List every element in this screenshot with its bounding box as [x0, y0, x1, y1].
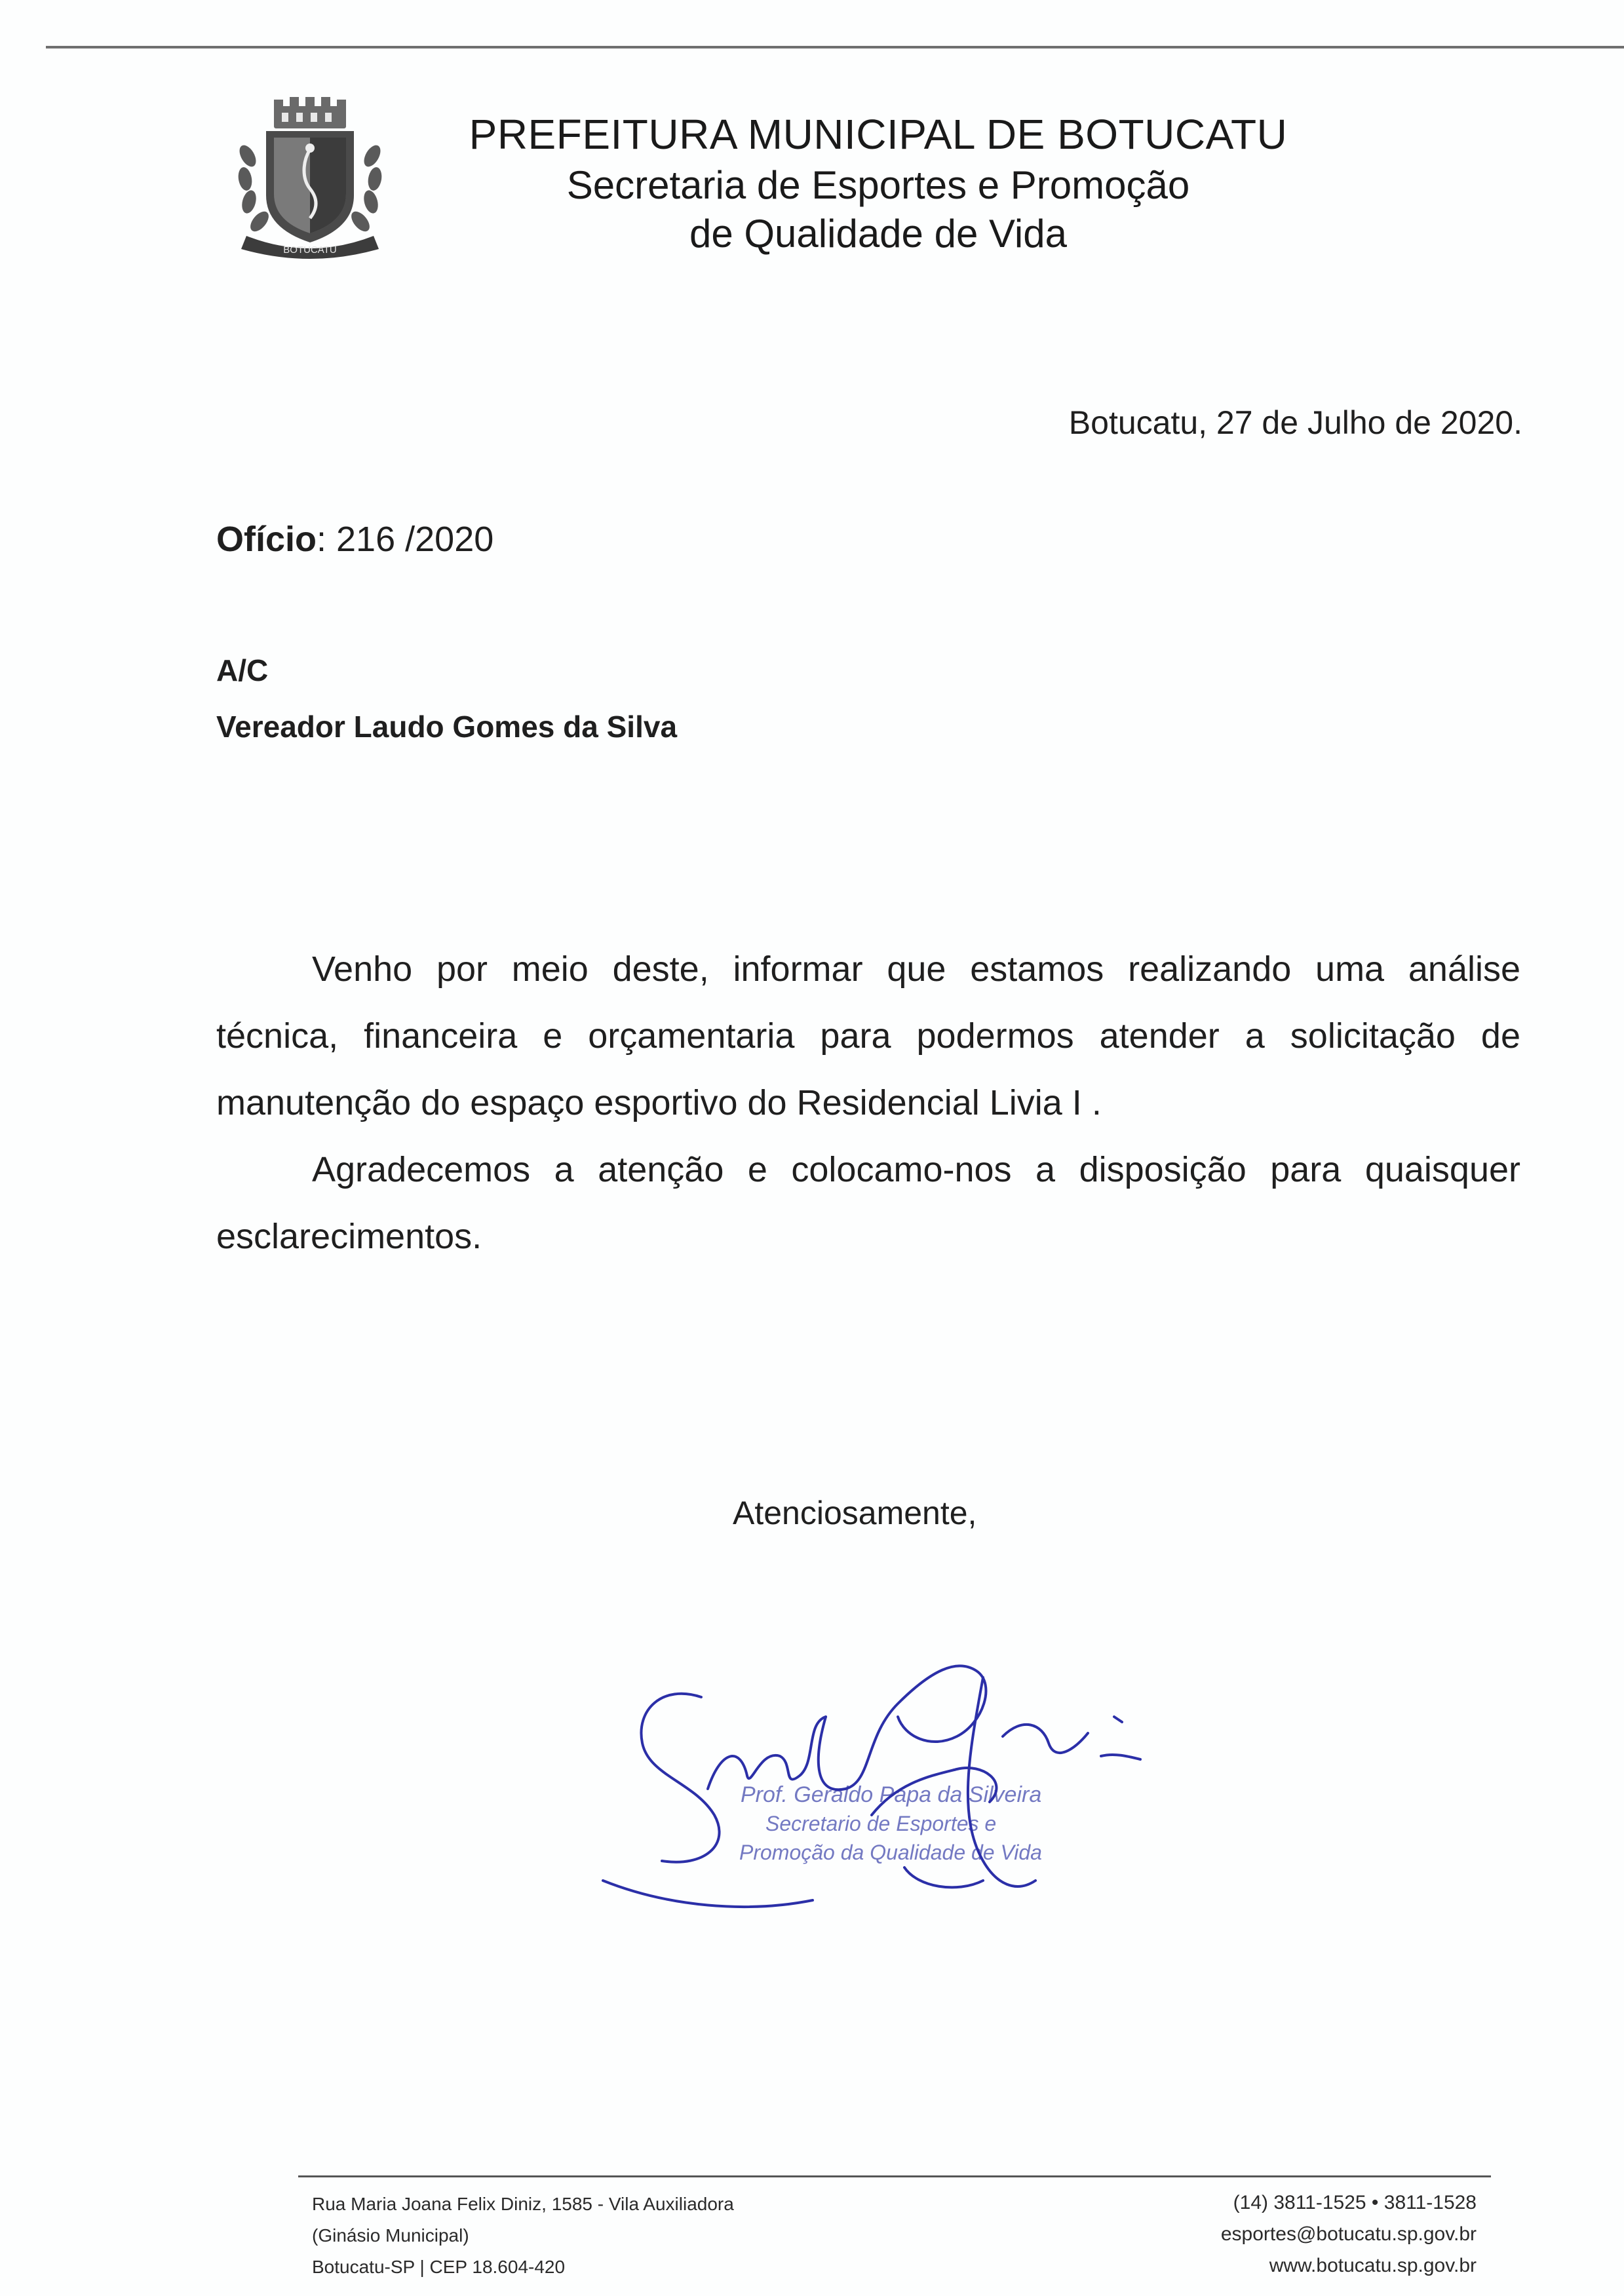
crest-label: BOTUCATU	[283, 244, 337, 256]
letter-date: Botucatu, 27 de Julho de 2020.	[1068, 404, 1522, 441]
body-paragraph-1: Venho por meio deste, informar que estamos realizando uma análise técnica, financeira e orçamentaria para podermos atender a solicitação de manutenção do espaço esportivo do Residencial Livia I .	[216, 949, 1520, 1122]
stamp-line-2: Secretario de Esportes e	[765, 1812, 997, 1835]
top-divider	[46, 46, 1624, 48]
recipient-name: Vereador Laudo Gomes da Silva	[216, 710, 678, 744]
stamp-line-3: Promoção da Qualidade de Vida	[739, 1841, 1042, 1864]
footer-website: www.botucatu.sp.gov.br	[1269, 2255, 1477, 2276]
footer-email: esportes@botucatu.sp.gov.br	[1220, 2223, 1477, 2245]
footer-address	[312, 2189, 734, 2283]
organization-title: PREFEITURA MUNICIPAL DE BOTUCATU	[469, 111, 1288, 158]
footer-phone: (14) 3811-1525 • 3811-1528	[1233, 2192, 1477, 2213]
stamp-line-1: Prof. Geraldo Papa da Silveira	[741, 1782, 1042, 1807]
oficio-label: Ofício	[216, 520, 317, 559]
body-paragraph-2: Agradecemos a atenção e colocamo-nos a disposição para quaisquer esclarecimentos.	[216, 1150, 1520, 1256]
footer-contacts	[1221, 2187, 1477, 2282]
address-line-3: Botucatu-SP | CEP 18.604-420	[312, 2257, 566, 2277]
address-line-1: Rua Maria Joana Felix Diniz, 1585 - Vila Auxiliadora	[312, 2194, 734, 2214]
oficio-number: : 216 /2020	[317, 520, 494, 559]
oficio-reference	[216, 519, 493, 560]
footer-divider	[298, 2175, 1491, 2177]
department-line-2: de Qualidade de Vida	[689, 212, 1068, 256]
attention-label: A/C	[216, 653, 269, 687]
signature-stamp	[590, 1618, 1180, 1933]
closing-salutation: Atenciosamente,	[733, 1495, 977, 1531]
address-line-2: (Ginásio Municipal)	[312, 2225, 469, 2246]
coat-of-arms-icon	[233, 97, 387, 261]
department-line-1: Secretaria de Esportes e Promoção	[566, 163, 1190, 207]
